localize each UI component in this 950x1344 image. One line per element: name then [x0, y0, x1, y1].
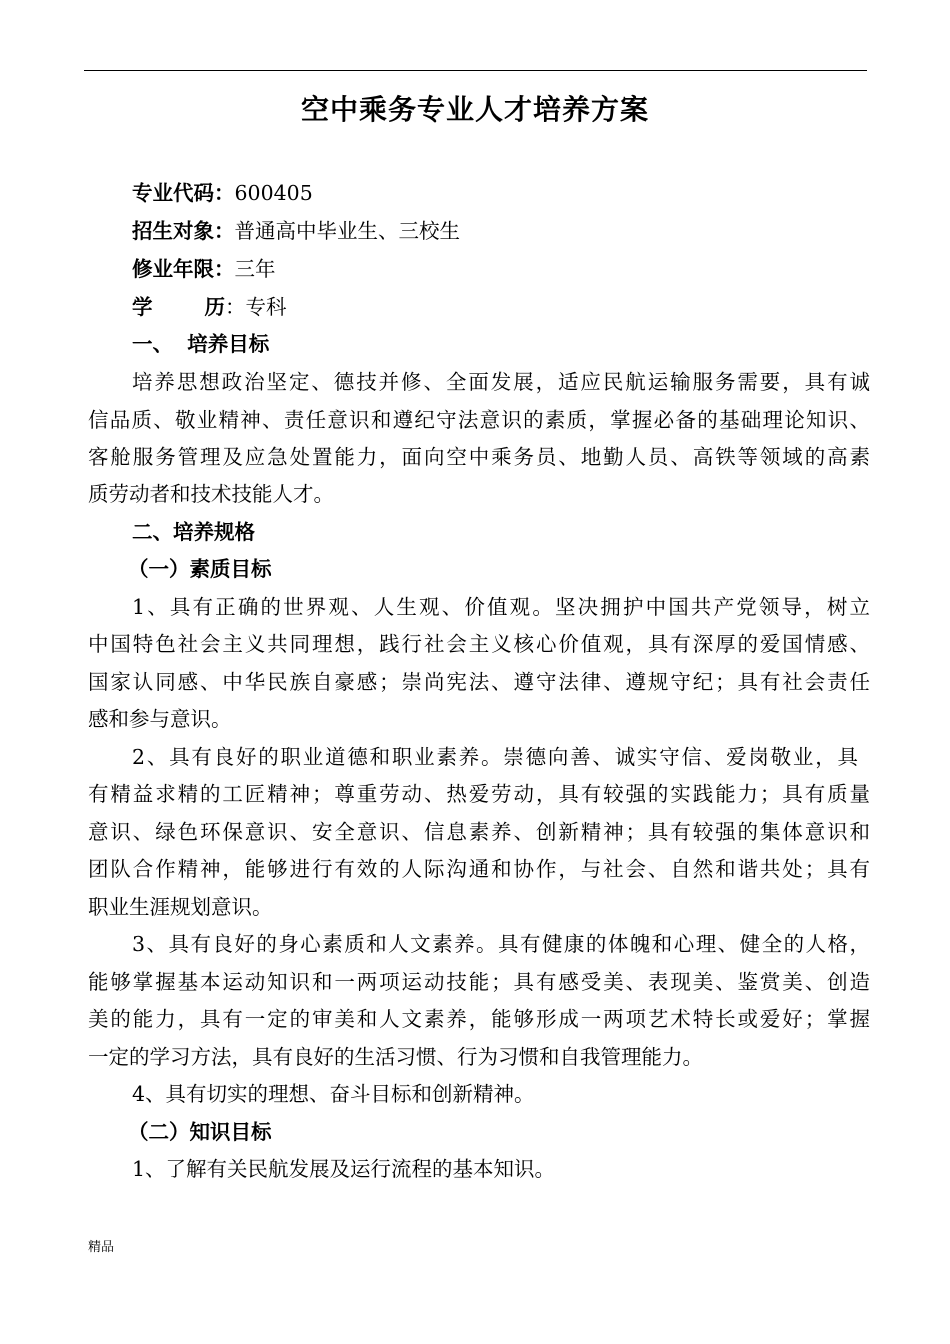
info-code: [132, 181, 914, 205]
sub1-p3-line-3: 美的能力，具有一定的审美和人文素养，能够形成一两项艺术特长或爱好；掌握: [88, 1007, 870, 1031]
info-target-label: 招生对象：: [132, 219, 235, 243]
sub1-p1-line-2: 中国特色社会主义共同理想，践行社会主义核心价值观，具有深厚的爱国情感、: [88, 632, 870, 656]
info-years-label: 修业年限：: [132, 257, 235, 281]
page-footer: 精品: [88, 1240, 115, 1255]
info-degree: [132, 295, 914, 319]
sub1-p4: 4、具有切实的理想、奋斗目标和创新精神。: [132, 1082, 535, 1106]
info-target-value: 普通高中毕业生、三校生: [234, 219, 460, 243]
section2-heading: 二、培养规格: [132, 520, 255, 544]
section2-sub1-heading: （一）素质目标: [128, 557, 272, 581]
sub1-p1-line-4: 感和参与意识。: [88, 707, 232, 731]
sub1-p1-line-1: 1、具有正确的世界观、人生观、价值观。坚决拥护中国共产党领导，树立: [132, 595, 870, 619]
section1-line-1: 培养思想政治坚定、德技并修、全面发展，适应民航运输服务需要，具有诚: [132, 370, 870, 394]
sub1-p3-line-4: 一定的学习方法，具有良好的生活习惯、行为习惯和自我管理能力。: [88, 1045, 703, 1069]
section1-line-3: 客舱服务管理及应急处置能力，面向空中乘务员、地勤人员、高铁等领域的高素: [88, 445, 870, 469]
info-degree-label-char1: 学: [132, 295, 153, 319]
info-years: [132, 257, 914, 281]
sub1-p3-line-1: 3、具有良好的身心素质和人文素养。具有健康的体魄和心理、健全的人格，: [132, 932, 870, 956]
section1-heading: 一、 培养目标: [132, 332, 270, 356]
sub1-p2-line-5: 职业生涯规划意识。: [88, 895, 273, 919]
info-target: [132, 219, 914, 243]
info-code-value: 600405: [234, 181, 313, 205]
sub1-p2-line-1: 2、具有良好的职业道德和职业素养。崇德向善、诚实守信、爱岗敬业，具: [132, 745, 858, 769]
sub2-p1: 1、了解有关民航发展及运行流程的基本知识。: [132, 1157, 556, 1181]
info-degree-label: [132, 295, 225, 319]
info-years-value: 三年: [234, 257, 276, 281]
section1-line-2: 信品质、敬业精神、责任意识和遵纪守法意识的素质，掌握必备的基础理论知识、: [88, 408, 870, 432]
info-degree-colon: ：: [225, 295, 246, 319]
section2-sub2-heading: （二）知识目标: [128, 1120, 272, 1144]
info-degree-label-char2: 历: [204, 295, 225, 319]
sub1-p1-line-3: 国家认同感、中华民族自豪感；崇尚宪法、遵守法律、遵规守纪；具有社会责任: [88, 670, 870, 694]
document-title: 空中乘务专业人才培养方案: [300, 93, 649, 126]
info-degree-value: 专科: [245, 295, 287, 319]
sub1-p2-line-3: 意识、绿色环保意识、安全意识、信息素养、创新精神；具有较强的集体意识和: [88, 820, 870, 844]
info-code-label: 专业代码：: [132, 181, 235, 205]
sub1-p2-line-2: 有精益求精的工匠精神；尊重劳动、热爱劳动，具有较强的实践能力；具有质量: [88, 782, 870, 806]
sub1-p2-line-4: 团队合作精神，能够进行有效的人际沟通和协作，与社会、自然和谐共处；具有: [88, 857, 870, 881]
header-rule: [84, 70, 867, 71]
section1-line-4: 质劳动者和技术技能人才。: [88, 482, 334, 506]
sub1-p3-line-2: 能够掌握基本运动知识和一两项运动技能；具有感受美、表现美、鉴赏美、创造: [88, 970, 870, 994]
